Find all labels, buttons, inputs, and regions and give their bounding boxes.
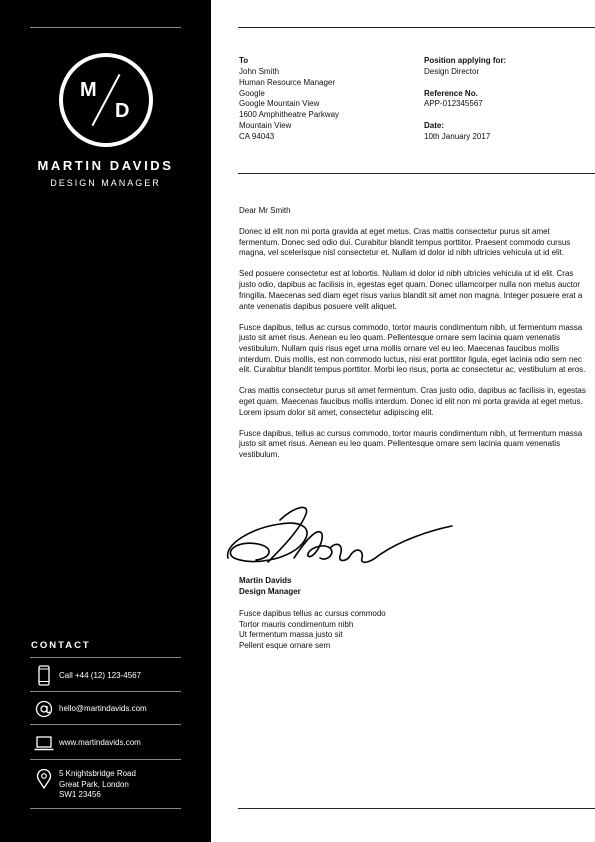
contact-divider xyxy=(30,724,181,725)
recipient-line: CA 94043 xyxy=(239,131,275,141)
contact-website-row xyxy=(30,731,181,757)
date-value: 10th January 2017 xyxy=(424,132,491,141)
contact-website[interactable]: www.martindavids.com xyxy=(59,738,141,747)
letter-paragraph: Fusce dapibus, tellus ac cursus commodo, tortor mauris condimentum nibh, ut fermentum massa justo sit amet risus. Aenean eu leo quam. Pellentesque ornare sem lacinia quam venenatis vestibulum. Nullam quis risus eget urna mollis ornare vel eu leo. Maecenas faucibus mollis interdum. Duis mollis, est non commodo luctus, nisi erat porttitor ligula, eget lacinia odio sem nec elit. Curabitur blandit tempus porttitor. Morbi leo risus, porta ac consectetur ac, vestibulum at eros. xyxy=(239,322,586,375)
contact-heading: CONTACT xyxy=(31,640,91,651)
address-line: 5 Knightsbridge Road xyxy=(59,769,136,778)
reference-value: APP-012345567 xyxy=(424,99,483,108)
signer-name: Martin Davids xyxy=(239,576,292,585)
monogram-logo xyxy=(59,53,153,147)
closing-line: Pellent esque ornare sem xyxy=(239,641,331,651)
contact-phone[interactable]: Call +44 (12) 123-4567 xyxy=(59,671,142,680)
location-pin-icon xyxy=(34,768,54,790)
handwritten-signature xyxy=(222,500,462,570)
recipient-address xyxy=(239,67,339,143)
recipient-line: John Smith xyxy=(239,67,280,76)
address-divider xyxy=(238,173,595,174)
phone-icon xyxy=(34,665,54,687)
profile-name: MARTIN DAVIDS xyxy=(37,158,174,173)
contact-address xyxy=(59,769,136,801)
contact-address-row xyxy=(30,766,181,802)
letter-paragraph: Fusce dapibus, tellus ac cursus commodo, tortor mauris condimentum nibh, ut fermentum massa justo sit amet risus. Aenean eu leo quam. Pellentesque ornare sem lacinia quam venenatis vestibulum. xyxy=(239,428,583,460)
position-label: Position applying for: xyxy=(424,56,507,65)
signer-role: Design Manager xyxy=(239,587,301,596)
letter-paragraph: Sed posuere consectetur est at lobortis. Nullam id dolor id nibh ultricies vehicula ut id elit. Cras justo odio, dapibus ac facilisis in, egestas eget quam. Donec ullamcorper nulla non metus auctor fringilla. Maecenas sed diam eget risus varius blandit sit amet non magna. Integer posuere erat a ante venenatis dapibus posuere velit aliquet. xyxy=(239,269,583,311)
letter-paragraph: Donec id elit non mi porta gravida at eget metus. Cras mattis consectetur purus sit amet fermentum. Donec sed odio dui. Curabitur blandit tempus porttitor. Praesent commodo cursus magna, vel scelerisque nisl consectetur et. Nullam id dolor id nibh ultricies vehicula ut id elit. xyxy=(239,227,571,258)
sidebar xyxy=(0,0,211,842)
sidebar-top-divider xyxy=(30,27,181,28)
contact-divider xyxy=(30,691,181,692)
recipient-line: 1600 Amphitheatre Parkway xyxy=(239,110,340,120)
monogram-letter-d: D xyxy=(115,100,130,122)
closing-line: Tortor mauris condimentum nibh xyxy=(239,619,354,629)
at-icon xyxy=(34,698,54,720)
monogram-letter-m: M xyxy=(80,79,97,101)
address-line: SW1 23456 xyxy=(59,790,101,799)
closing-lines xyxy=(239,609,386,652)
recipient-line: Human Resource Manager xyxy=(239,77,336,87)
contact-divider xyxy=(30,808,181,809)
contact-divider xyxy=(30,657,181,658)
profile-title: DESIGN MANAGER xyxy=(50,178,161,188)
recipient-line: Mountain View xyxy=(239,120,292,130)
footer-divider xyxy=(238,808,595,809)
closing-line: Fusce dapibus tellus ac cursus commodo xyxy=(239,609,386,618)
closing-line: Ut fermentum massa justo sit xyxy=(239,630,343,640)
address-line: Great Park, London xyxy=(59,779,129,789)
letter-body xyxy=(239,227,589,471)
contact-phone-row xyxy=(30,664,181,690)
contact-email-row xyxy=(30,697,181,723)
position-value: Design Director xyxy=(424,67,480,76)
recipient-line: Google xyxy=(239,88,265,98)
contact-divider xyxy=(30,759,181,760)
recipient-line: Google Mountain View xyxy=(239,99,320,109)
laptop-icon xyxy=(34,732,54,754)
date-label: Date: xyxy=(424,121,445,130)
letter-greeting: Dear Mr Smith xyxy=(239,206,291,215)
letter-paragraph: Cras mattis consectetur purus sit amet fermentum. Cras justo odio, dapibus ac facilisis in, egestas eget quam. Maecenas faucibus mollis interdum. Donec id elit non mi porta gravida at eget metus. Lorem ipsum dolor sit amet, consectetur adipiscing elit. xyxy=(239,386,586,417)
header-divider xyxy=(238,27,595,28)
recipient-label: To xyxy=(239,56,249,65)
reference-label: Reference No. xyxy=(424,89,478,98)
contact-email[interactable]: hello@martindavids.com xyxy=(59,704,147,713)
